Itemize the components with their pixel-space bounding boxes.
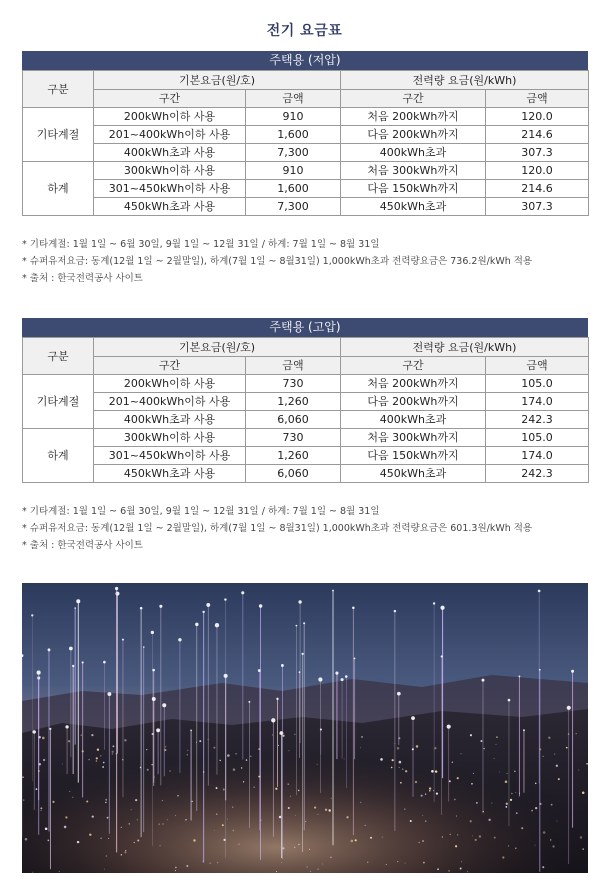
note-super-user: * 슈퍼유저요금: 동계(12월 1일 ~ 2월말일), 하계(7월 1일 ~ 8월31일) 1,000kWh초과 전력량요금은 601.3원/kWh 적용 <box>22 523 533 534</box>
energy-amount-cell: 307.3 <box>486 198 589 216</box>
header-energy-section: 구간 <box>341 90 486 108</box>
energy-section-cell: 400kWh초과 <box>341 144 486 162</box>
base-section-cell: 300kWh이하 사용 <box>94 162 246 180</box>
energy-section-cell: 처음 200kWh까지 <box>341 108 486 126</box>
energy-section-cell: 다음 200kWh까지 <box>341 393 486 411</box>
city-night-data-lines-image <box>22 583 588 873</box>
note-super-user: * 슈퍼유저요금: 동계(12월 1일 ~ 2월말일), 하계(7월 1일 ~ 8월31일) 1,000kWh초과 전력량요금은 736.2원/kWh 적용 <box>22 256 533 267</box>
energy-section-cell: 다음 200kWh까지 <box>341 126 486 144</box>
energy-amount-cell: 214.6 <box>486 180 589 198</box>
season-cell: 기타계절 <box>23 108 94 162</box>
header-base-amount: 금액 <box>246 90 341 108</box>
base-amount-cell: 910 <box>246 162 341 180</box>
base-section-cell: 300kWh이하 사용 <box>94 429 246 447</box>
table-caption: 주택용 (저압) <box>22 51 588 70</box>
base-amount-cell: 730 <box>246 429 341 447</box>
note-source: * 출처 : 한국전력공사 사이트 <box>22 273 143 284</box>
header-base-section: 구간 <box>94 357 246 375</box>
energy-amount-cell: 120.0 <box>486 162 589 180</box>
rate-table-low-voltage <box>22 51 588 216</box>
base-section-cell: 200kWh이하 사용 <box>94 108 246 126</box>
header-base-section: 구간 <box>94 90 246 108</box>
base-amount-cell: 6,060 <box>246 411 341 429</box>
energy-amount-cell: 120.0 <box>486 108 589 126</box>
energy-amount-cell: 242.3 <box>486 411 589 429</box>
energy-section-cell: 처음 200kWh까지 <box>341 375 486 393</box>
base-amount-cell: 7,300 <box>246 198 341 216</box>
base-section-cell: 201~400kWh이하 사용 <box>94 126 246 144</box>
table-row <box>23 180 589 198</box>
table-row <box>23 126 589 144</box>
base-section-cell: 400kWh초과 사용 <box>94 411 246 429</box>
base-section-cell: 450kWh초과 사용 <box>94 465 246 483</box>
energy-amount-cell: 242.3 <box>486 465 589 483</box>
header-energy-section: 구간 <box>341 357 486 375</box>
energy-section-cell: 450kWh초과 <box>341 465 486 483</box>
table-row <box>23 108 589 126</box>
note-seasons: * 기타계절: 1월 1일 ~ 6월 30일, 9월 1일 ~ 12월 31일 / 하계: 7월 1일 ~ 8월 31일 <box>22 506 380 517</box>
base-amount-cell: 1,600 <box>246 126 341 144</box>
base-amount-cell: 1,600 <box>246 180 341 198</box>
base-section-cell: 201~400kWh이하 사용 <box>94 393 246 411</box>
energy-amount-cell: 105.0 <box>486 429 589 447</box>
base-section-cell: 301~450kWh이하 사용 <box>94 180 246 198</box>
table-caption: 주택용 (고압) <box>22 318 588 337</box>
header-category: 구분 <box>23 71 94 108</box>
table-row <box>23 411 589 429</box>
energy-amount-cell: 174.0 <box>486 447 589 465</box>
table-row <box>23 198 589 216</box>
season-cell: 하계 <box>23 162 94 216</box>
energy-amount-cell: 174.0 <box>486 393 589 411</box>
base-amount-cell: 910 <box>246 108 341 126</box>
header-energy-fee: 전력량 요금(원/kWh) <box>341 71 589 90</box>
table-row <box>23 465 589 483</box>
notes-low-voltage <box>22 236 588 287</box>
header-base-fee: 기본요금(원/호) <box>94 71 341 90</box>
energy-section-cell: 400kWh초과 <box>341 411 486 429</box>
base-amount-cell: 1,260 <box>246 447 341 465</box>
table-row <box>23 393 589 411</box>
header-base-amount: 금액 <box>246 357 341 375</box>
header-energy-amount: 금액 <box>486 90 589 108</box>
base-amount-cell: 730 <box>246 375 341 393</box>
table-row <box>23 162 589 180</box>
notes-high-voltage <box>22 503 588 554</box>
energy-section-cell: 처음 300kWh까지 <box>341 429 486 447</box>
table-row <box>23 429 589 447</box>
energy-section-cell: 다음 150kWh까지 <box>341 447 486 465</box>
header-energy-amount: 금액 <box>486 357 589 375</box>
energy-amount-cell: 214.6 <box>486 126 589 144</box>
base-amount-cell: 6,060 <box>246 465 341 483</box>
energy-section-cell: 450kWh초과 <box>341 198 486 216</box>
rate-table <box>22 337 589 483</box>
base-amount-cell: 1,260 <box>246 393 341 411</box>
base-section-cell: 400kWh초과 사용 <box>94 144 246 162</box>
note-source: * 출처 : 한국전력공사 사이트 <box>22 540 143 551</box>
base-section-cell: 200kWh이하 사용 <box>94 375 246 393</box>
base-amount-cell: 7,300 <box>246 144 341 162</box>
energy-amount-cell: 105.0 <box>486 375 589 393</box>
header-category: 구분 <box>23 338 94 375</box>
energy-section-cell: 처음 300kWh까지 <box>341 162 486 180</box>
note-seasons: * 기타계절: 1월 1일 ~ 6월 30일, 9월 1일 ~ 12월 31일 / 하계: 7월 1일 ~ 8월 31일 <box>22 239 380 250</box>
rate-table <box>22 70 589 216</box>
table-row <box>23 447 589 465</box>
table-row <box>23 375 589 393</box>
season-cell: 기타계절 <box>23 375 94 429</box>
page-title: 전기 요금표 <box>266 23 343 39</box>
table-row <box>23 144 589 162</box>
base-section-cell: 450kWh초과 사용 <box>94 198 246 216</box>
energy-amount-cell: 307.3 <box>486 144 589 162</box>
energy-section-cell: 다음 150kWh까지 <box>341 180 486 198</box>
header-base-fee: 기본요금(원/호) <box>94 338 341 357</box>
season-cell: 하계 <box>23 429 94 483</box>
header-energy-fee: 전력량 요금(원/kWh) <box>341 338 589 357</box>
rate-table-high-voltage <box>22 318 588 483</box>
base-section-cell: 301~450kWh이하 사용 <box>94 447 246 465</box>
